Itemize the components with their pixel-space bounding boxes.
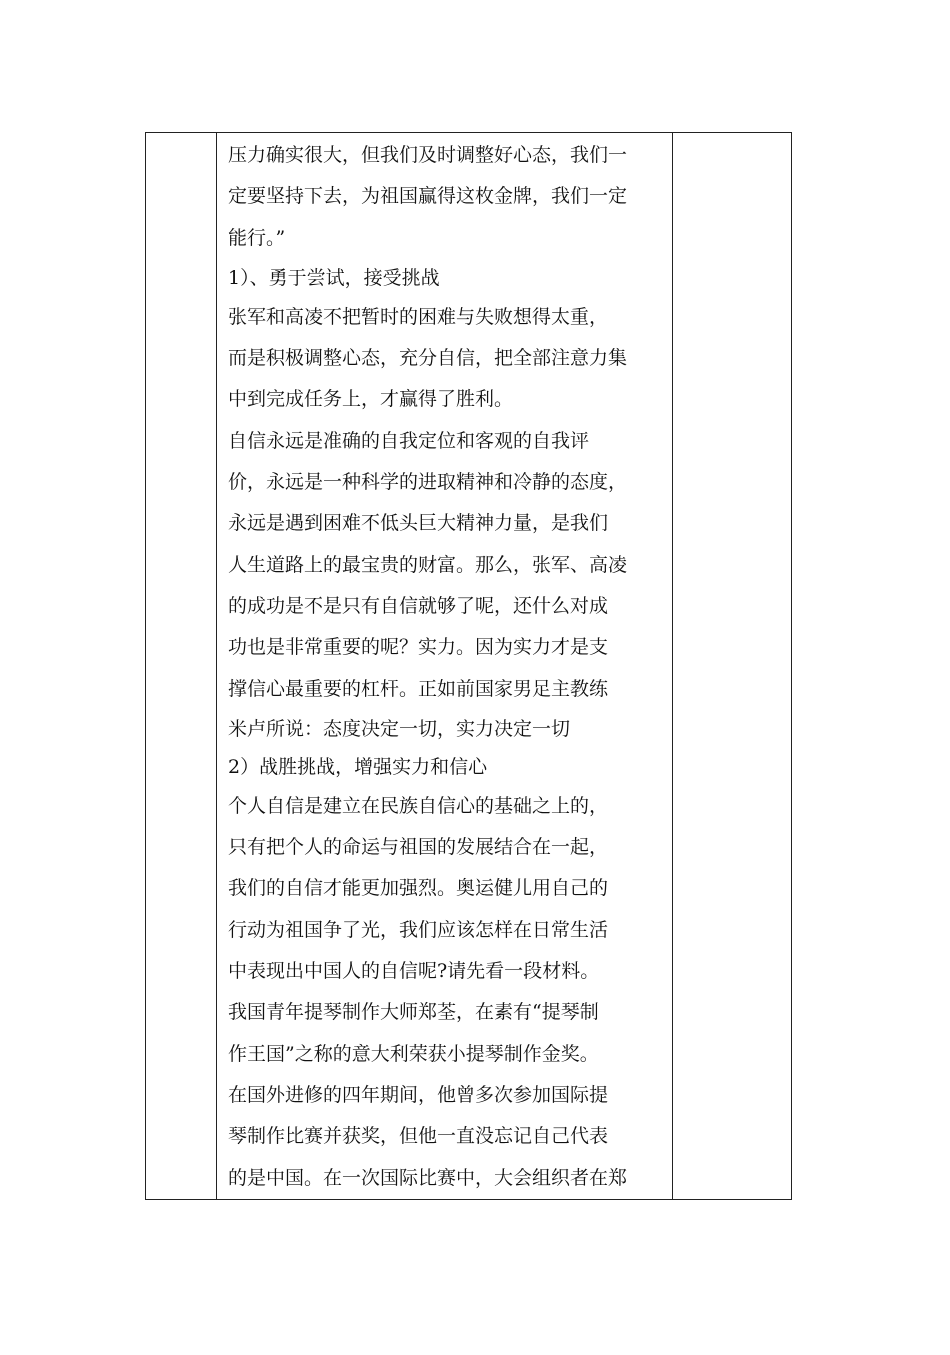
right-cell bbox=[673, 133, 792, 1200]
text-line: 琴制作比赛并获奖，但他一直没忘记自己代表 bbox=[228, 1125, 609, 1148]
text-line: 在国外进修的四年期间，他曾多次参加国际提 bbox=[228, 1083, 609, 1106]
text-line: 而是积极调整心态，充分自信，把全部注意力集 bbox=[228, 347, 628, 370]
text-line: 功也是非常重要的呢？实力。因为实力才是支 bbox=[228, 636, 609, 659]
text-line: 中到完成任务上，才赢得了胜利。 bbox=[228, 388, 514, 411]
section-heading: 1）、勇于尝试，接受挑战 bbox=[228, 266, 440, 289]
section-heading: 2）战胜挑战，增强实力和信心 bbox=[228, 755, 488, 778]
text-line: 自信永远是准确的自我定位和客观的自我评 bbox=[228, 429, 590, 452]
text-line: 定要坚持下去，为祖国赢得这枚金牌，我们一定 bbox=[228, 185, 628, 208]
text-line: 压力确实很大，但我们及时调整好心态，我们一 bbox=[228, 144, 628, 166]
text-line: 张军和高凌不把暂时的困难与失败想得太重， bbox=[228, 305, 609, 328]
lesson-table bbox=[145, 132, 792, 1200]
text-line: 作王国”之称的意大利荣获小提琴制作金奖。 bbox=[228, 1042, 599, 1065]
text-line: 我国青年提琴制作大师郑荃，在素有“提琴制 bbox=[228, 1001, 599, 1024]
content-cell bbox=[217, 133, 673, 1200]
text-line: 中表现出中国人的自信呢?请先看一段材料。 bbox=[228, 960, 600, 983]
text-line: 只有把个人的命运与祖国的发展结合在一起， bbox=[228, 836, 609, 859]
content-text bbox=[217, 133, 672, 1199]
text-line: 永远是遇到困难不低头巨大精神力量，是我们 bbox=[228, 512, 609, 535]
text-line: 人生道路上的最宝贵的财富。那么，张军、高凌 bbox=[228, 553, 628, 576]
text-line: 米卢所说：态度决定一切，实力决定一切 bbox=[228, 717, 571, 740]
text-line: 的成功是不是只有自信就够了呢，还什么对成 bbox=[228, 594, 609, 617]
text-line: 价，永远是一种科学的进取精神和冷静的态度， bbox=[228, 471, 628, 494]
text-line: 撑信心最重要的杠杆。正如前国家男足主教练 bbox=[228, 677, 609, 700]
text-line: 个人自信是建立在民族自信心的基础之上的， bbox=[228, 794, 609, 817]
table-row bbox=[146, 133, 792, 1200]
text-line: 能行。” bbox=[228, 226, 286, 249]
text-line: 的是中国。在一次国际比赛中，大会组织者在郑 bbox=[228, 1166, 628, 1189]
text-line: 我们的自信才能更加强烈。奥运健儿用自己的 bbox=[228, 877, 609, 900]
text-line: 行动为祖国争了光，我们应该怎样在日常生活 bbox=[228, 918, 609, 941]
left-cell bbox=[146, 133, 217, 1200]
